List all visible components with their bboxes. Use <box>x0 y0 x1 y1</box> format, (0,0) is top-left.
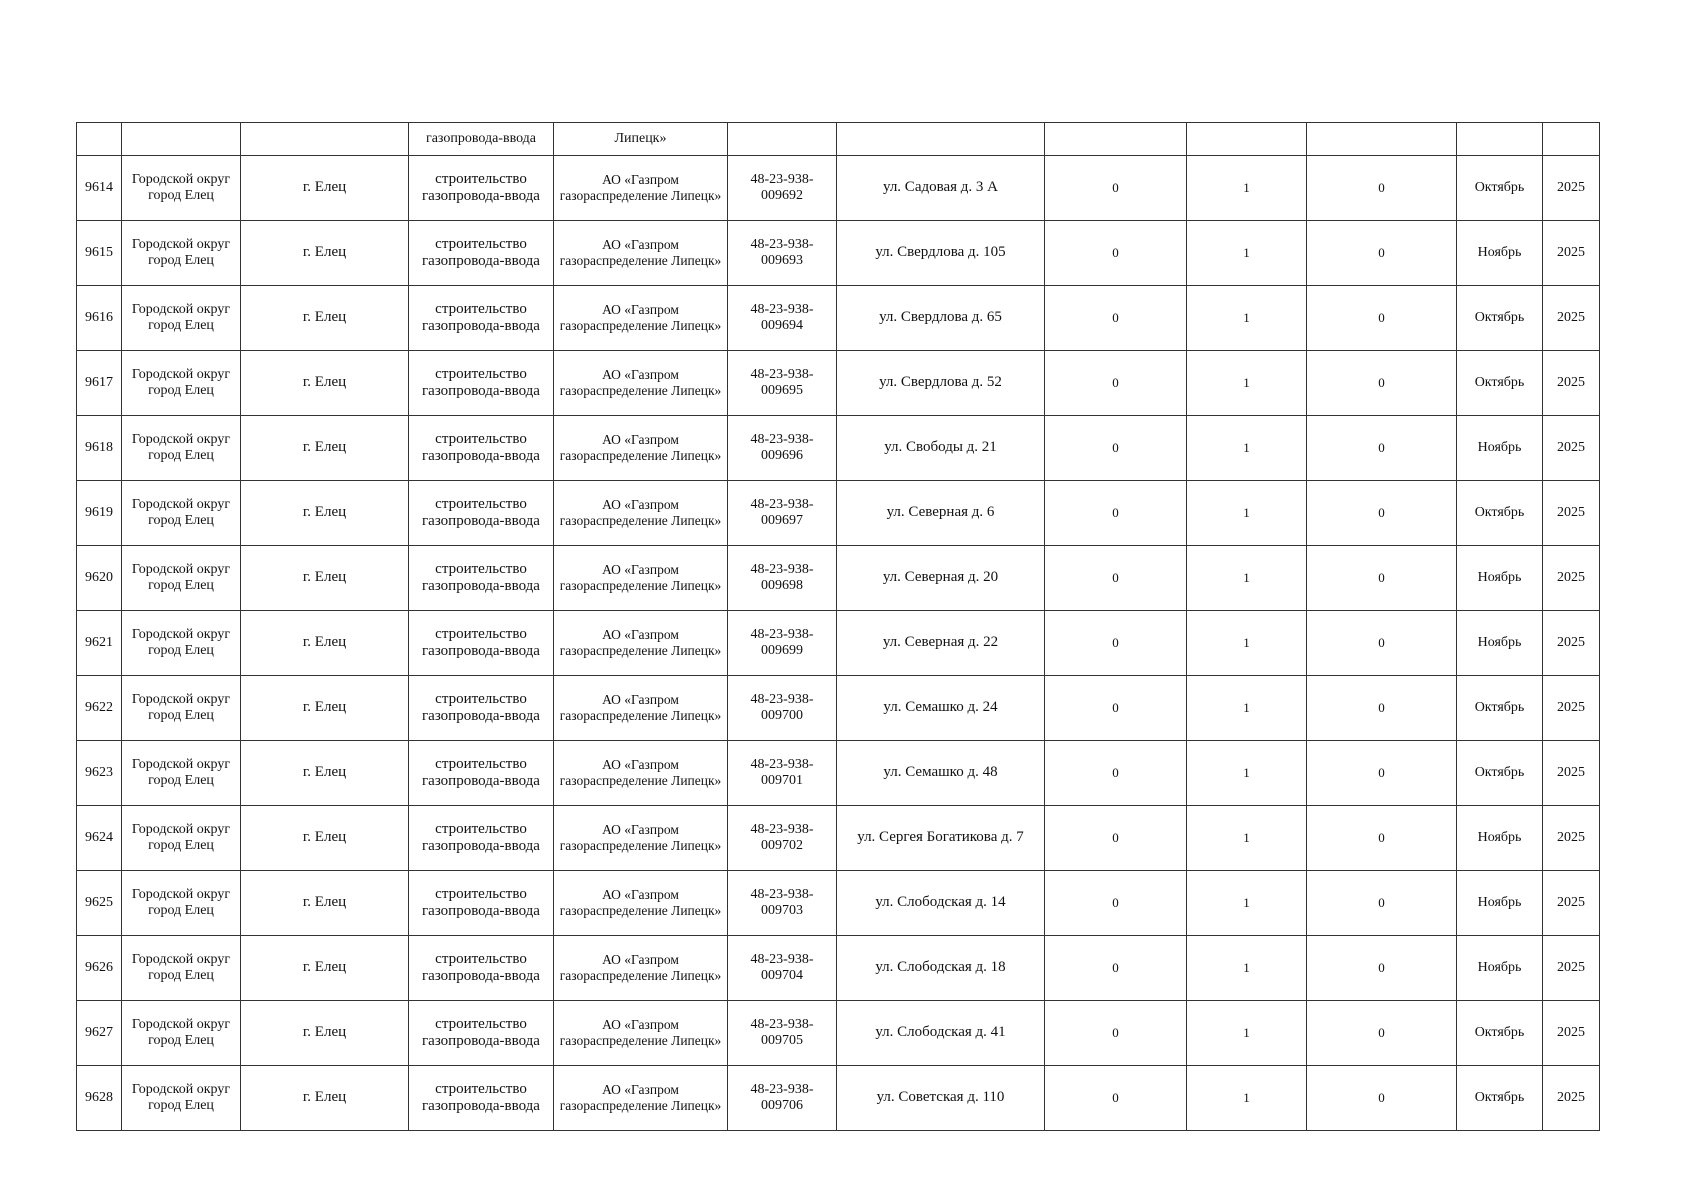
cell-value-1: 0 <box>1045 741 1187 806</box>
cell-work-type: строительство газопровода-ввода <box>409 351 554 416</box>
cell-organization: АО «Газпром газораспределение Липецк» <box>554 611 728 676</box>
cell-value-1: 0 <box>1045 936 1187 1001</box>
table-row <box>77 741 1600 806</box>
cell-value-3: 0 <box>1307 676 1457 741</box>
cell-month: Октябрь <box>1457 1001 1543 1066</box>
cell-work-type: строительство газопровода-ввода <box>409 1001 554 1066</box>
cell-value-3: 0 <box>1307 286 1457 351</box>
cell-code: 48-23-938-009692 <box>728 156 837 221</box>
cell-value-1: 0 <box>1045 1066 1187 1131</box>
cell-value-1: 0 <box>1045 806 1187 871</box>
cell-month <box>1457 123 1543 156</box>
cell-code: 48-23-938-009699 <box>728 611 837 676</box>
cell-year: 2025 <box>1543 351 1600 416</box>
cell-address <box>837 123 1045 156</box>
cell-municipality <box>122 123 241 156</box>
cell-organization: АО «Газпром газораспределение Липецк» <box>554 416 728 481</box>
cell-month: Ноябрь <box>1457 936 1543 1001</box>
cell-month: Октябрь <box>1457 1066 1543 1131</box>
table-row <box>77 221 1600 286</box>
cell-value-1: 0 <box>1045 221 1187 286</box>
cell-organization: Липецк» <box>554 123 728 156</box>
cell-value-3: 0 <box>1307 351 1457 416</box>
cell-work-type: строительство газопровода-ввода <box>409 806 554 871</box>
cell-value-1: 0 <box>1045 871 1187 936</box>
cell-locality: г. Елец <box>241 806 409 871</box>
cell-num: 9622 <box>77 676 122 741</box>
table-row <box>77 286 1600 351</box>
cell-value-2: 1 <box>1187 871 1307 936</box>
cell-organization: АО «Газпром газораспределение Липецк» <box>554 936 728 1001</box>
cell-municipality: Городской округ город Елец <box>122 1066 241 1131</box>
cell-value-3 <box>1307 123 1457 156</box>
cell-address: ул. Семашко д. 48 <box>837 741 1045 806</box>
cell-value-1: 0 <box>1045 286 1187 351</box>
table-row <box>77 806 1600 871</box>
cell-municipality: Городской округ город Елец <box>122 611 241 676</box>
cell-municipality: Городской округ город Елец <box>122 936 241 1001</box>
cell-num <box>77 123 122 156</box>
cell-num: 9617 <box>77 351 122 416</box>
cell-month: Октябрь <box>1457 741 1543 806</box>
cell-locality: г. Елец <box>241 741 409 806</box>
cell-organization: АО «Газпром газораспределение Липецк» <box>554 1001 728 1066</box>
cell-num: 9623 <box>77 741 122 806</box>
cell-month: Ноябрь <box>1457 806 1543 871</box>
cell-value-2: 1 <box>1187 741 1307 806</box>
cell-organization: АО «Газпром газораспределение Липецк» <box>554 351 728 416</box>
cell-municipality: Городской округ город Елец <box>122 871 241 936</box>
cell-year: 2025 <box>1543 1066 1600 1131</box>
cell-value-1 <box>1045 123 1187 156</box>
cell-locality: г. Елец <box>241 286 409 351</box>
cell-work-type: строительство газопровода-ввода <box>409 741 554 806</box>
cell-value-2: 1 <box>1187 936 1307 1001</box>
cell-num: 9620 <box>77 546 122 611</box>
cell-code: 48-23-938-009706 <box>728 1066 837 1131</box>
table-body <box>77 123 1600 1131</box>
cell-value-3: 0 <box>1307 871 1457 936</box>
cell-num: 9624 <box>77 806 122 871</box>
cell-value-2: 1 <box>1187 351 1307 416</box>
cell-work-type: строительство газопровода-ввода <box>409 416 554 481</box>
cell-value-2: 1 <box>1187 221 1307 286</box>
cell-year: 2025 <box>1543 286 1600 351</box>
cell-value-1: 0 <box>1045 351 1187 416</box>
cell-work-type: газопровода-ввода <box>409 123 554 156</box>
cell-num: 9627 <box>77 1001 122 1066</box>
cell-work-type: строительство газопровода-ввода <box>409 936 554 1001</box>
cell-locality: г. Елец <box>241 936 409 1001</box>
table-row <box>77 611 1600 676</box>
table-row <box>77 1001 1600 1066</box>
cell-num: 9614 <box>77 156 122 221</box>
cell-value-3: 0 <box>1307 1066 1457 1131</box>
cell-locality <box>241 123 409 156</box>
table-row <box>77 481 1600 546</box>
cell-num: 9625 <box>77 871 122 936</box>
cell-address: ул. Свободы д. 21 <box>837 416 1045 481</box>
cell-address: ул. Слободская д. 41 <box>837 1001 1045 1066</box>
cell-organization: АО «Газпром газораспределение Липецк» <box>554 221 728 286</box>
cell-value-1: 0 <box>1045 611 1187 676</box>
cell-code <box>728 123 837 156</box>
cell-value-2: 1 <box>1187 676 1307 741</box>
cell-value-1: 0 <box>1045 546 1187 611</box>
cell-code: 48-23-938-009701 <box>728 741 837 806</box>
cell-year: 2025 <box>1543 741 1600 806</box>
cell-num: 9621 <box>77 611 122 676</box>
cell-organization: АО «Газпром газораспределение Липецк» <box>554 156 728 221</box>
cell-value-2: 1 <box>1187 611 1307 676</box>
cell-value-2: 1 <box>1187 286 1307 351</box>
cell-municipality: Городской округ город Елец <box>122 806 241 871</box>
cell-code: 48-23-938-009693 <box>728 221 837 286</box>
cell-num: 9619 <box>77 481 122 546</box>
cell-organization: АО «Газпром газораспределение Липецк» <box>554 286 728 351</box>
cell-work-type: строительство газопровода-ввода <box>409 1066 554 1131</box>
cell-code: 48-23-938-009705 <box>728 1001 837 1066</box>
cell-num: 9616 <box>77 286 122 351</box>
cell-value-3: 0 <box>1307 156 1457 221</box>
cell-value-3: 0 <box>1307 806 1457 871</box>
cell-locality: г. Елец <box>241 676 409 741</box>
cell-address: ул. Свердлова д. 65 <box>837 286 1045 351</box>
table-row <box>77 1066 1600 1131</box>
cell-month: Ноябрь <box>1457 416 1543 481</box>
cell-month: Октябрь <box>1457 676 1543 741</box>
cell-locality: г. Елец <box>241 481 409 546</box>
cell-work-type: строительство газопровода-ввода <box>409 156 554 221</box>
cell-municipality: Городской округ город Елец <box>122 286 241 351</box>
table-row <box>77 676 1600 741</box>
cell-value-3: 0 <box>1307 741 1457 806</box>
cell-organization: АО «Газпром газораспределение Липецк» <box>554 806 728 871</box>
cell-address: ул. Слободская д. 14 <box>837 871 1045 936</box>
cell-value-2: 1 <box>1187 416 1307 481</box>
cell-organization: АО «Газпром газораспределение Липецк» <box>554 871 728 936</box>
cell-value-2: 1 <box>1187 156 1307 221</box>
cell-value-1: 0 <box>1045 481 1187 546</box>
cell-month: Октябрь <box>1457 286 1543 351</box>
cell-locality: г. Елец <box>241 351 409 416</box>
cell-municipality: Городской округ город Елец <box>122 351 241 416</box>
cell-value-3: 0 <box>1307 1001 1457 1066</box>
cell-code: 48-23-938-009694 <box>728 286 837 351</box>
cell-value-3: 0 <box>1307 611 1457 676</box>
cell-work-type: строительство газопровода-ввода <box>409 546 554 611</box>
cell-month: Октябрь <box>1457 156 1543 221</box>
cell-work-type: строительство газопровода-ввода <box>409 286 554 351</box>
cell-address: ул. Сергея Богатикова д. 7 <box>837 806 1045 871</box>
cell-year: 2025 <box>1543 221 1600 286</box>
cell-work-type: строительство газопровода-ввода <box>409 676 554 741</box>
cell-locality: г. Елец <box>241 611 409 676</box>
cell-num: 9626 <box>77 936 122 1001</box>
cell-address: ул. Советская д. 110 <box>837 1066 1045 1131</box>
cell-locality: г. Елец <box>241 156 409 221</box>
cell-year: 2025 <box>1543 676 1600 741</box>
cell-code: 48-23-938-009700 <box>728 676 837 741</box>
cell-municipality: Городской округ город Елец <box>122 416 241 481</box>
cell-organization: АО «Газпром газораспределение Липецк» <box>554 741 728 806</box>
cell-year: 2025 <box>1543 936 1600 1001</box>
cell-value-1: 0 <box>1045 676 1187 741</box>
cell-value-3: 0 <box>1307 481 1457 546</box>
cell-month: Ноябрь <box>1457 871 1543 936</box>
cell-value-3: 0 <box>1307 416 1457 481</box>
cell-municipality: Городской округ город Елец <box>122 221 241 286</box>
table-row <box>77 351 1600 416</box>
cell-municipality: Городской округ город Елец <box>122 676 241 741</box>
cell-locality: г. Елец <box>241 1066 409 1131</box>
cell-work-type: строительство газопровода-ввода <box>409 481 554 546</box>
cell-month: Ноябрь <box>1457 611 1543 676</box>
cell-address: ул. Северная д. 22 <box>837 611 1045 676</box>
cell-code: 48-23-938-009698 <box>728 546 837 611</box>
cell-municipality: Городской округ город Елец <box>122 546 241 611</box>
cell-work-type: строительство газопровода-ввода <box>409 221 554 286</box>
cell-year: 2025 <box>1543 156 1600 221</box>
cell-address: ул. Семашко д. 24 <box>837 676 1045 741</box>
cell-value-1: 0 <box>1045 156 1187 221</box>
cell-code: 48-23-938-009704 <box>728 936 837 1001</box>
table-row <box>77 156 1600 221</box>
cell-organization: АО «Газпром газораспределение Липецк» <box>554 481 728 546</box>
cell-organization: АО «Газпром газораспределение Липецк» <box>554 1066 728 1131</box>
cell-value-2: 1 <box>1187 1001 1307 1066</box>
cell-code: 48-23-938-009695 <box>728 351 837 416</box>
cell-value-2: 1 <box>1187 1066 1307 1131</box>
cell-num: 9615 <box>77 221 122 286</box>
cell-value-3: 0 <box>1307 936 1457 1001</box>
cell-code: 48-23-938-009696 <box>728 416 837 481</box>
cell-value-3: 0 <box>1307 221 1457 286</box>
cell-municipality: Городской округ город Елец <box>122 1001 241 1066</box>
cell-num: 9618 <box>77 416 122 481</box>
cell-organization: АО «Газпром газораспределение Липецк» <box>554 546 728 611</box>
cell-value-2 <box>1187 123 1307 156</box>
cell-year: 2025 <box>1543 546 1600 611</box>
cell-address: ул. Северная д. 6 <box>837 481 1045 546</box>
cell-value-2: 1 <box>1187 546 1307 611</box>
cell-month: Ноябрь <box>1457 546 1543 611</box>
table-row <box>77 546 1600 611</box>
cell-municipality: Городской округ город Елец <box>122 741 241 806</box>
table-row <box>77 871 1600 936</box>
table-row-continued <box>77 123 1600 156</box>
cell-address: ул. Северная д. 20 <box>837 546 1045 611</box>
cell-address: ул. Свердлова д. 105 <box>837 221 1045 286</box>
cell-year: 2025 <box>1543 481 1600 546</box>
cell-locality: г. Елец <box>241 416 409 481</box>
cell-locality: г. Елец <box>241 871 409 936</box>
cell-locality: г. Елец <box>241 1001 409 1066</box>
cell-value-3: 0 <box>1307 546 1457 611</box>
cell-locality: г. Елец <box>241 221 409 286</box>
gasification-schedule-table <box>76 122 1600 1131</box>
table-row <box>77 936 1600 1001</box>
cell-code: 48-23-938-009702 <box>728 806 837 871</box>
cell-month: Октябрь <box>1457 351 1543 416</box>
cell-month: Октябрь <box>1457 481 1543 546</box>
cell-address: ул. Свердлова д. 52 <box>837 351 1045 416</box>
cell-address: ул. Слободская д. 18 <box>837 936 1045 1001</box>
cell-address: ул. Садовая д. 3 А <box>837 156 1045 221</box>
cell-organization: АО «Газпром газораспределение Липецк» <box>554 676 728 741</box>
table-row <box>77 416 1600 481</box>
cell-work-type: строительство газопровода-ввода <box>409 871 554 936</box>
cell-municipality: Городской округ город Елец <box>122 156 241 221</box>
cell-locality: г. Елец <box>241 546 409 611</box>
cell-municipality: Городской округ город Елец <box>122 481 241 546</box>
cell-work-type: строительство газопровода-ввода <box>409 611 554 676</box>
cell-value-1: 0 <box>1045 1001 1187 1066</box>
cell-year: 2025 <box>1543 611 1600 676</box>
cell-year: 2025 <box>1543 806 1600 871</box>
cell-year: 2025 <box>1543 416 1600 481</box>
cell-month: Ноябрь <box>1457 221 1543 286</box>
cell-value-1: 0 <box>1045 416 1187 481</box>
cell-value-2: 1 <box>1187 806 1307 871</box>
cell-year: 2025 <box>1543 1001 1600 1066</box>
cell-code: 48-23-938-009697 <box>728 481 837 546</box>
cell-year <box>1543 123 1600 156</box>
cell-code: 48-23-938-009703 <box>728 871 837 936</box>
cell-num: 9628 <box>77 1066 122 1131</box>
cell-value-2: 1 <box>1187 481 1307 546</box>
cell-year: 2025 <box>1543 871 1600 936</box>
